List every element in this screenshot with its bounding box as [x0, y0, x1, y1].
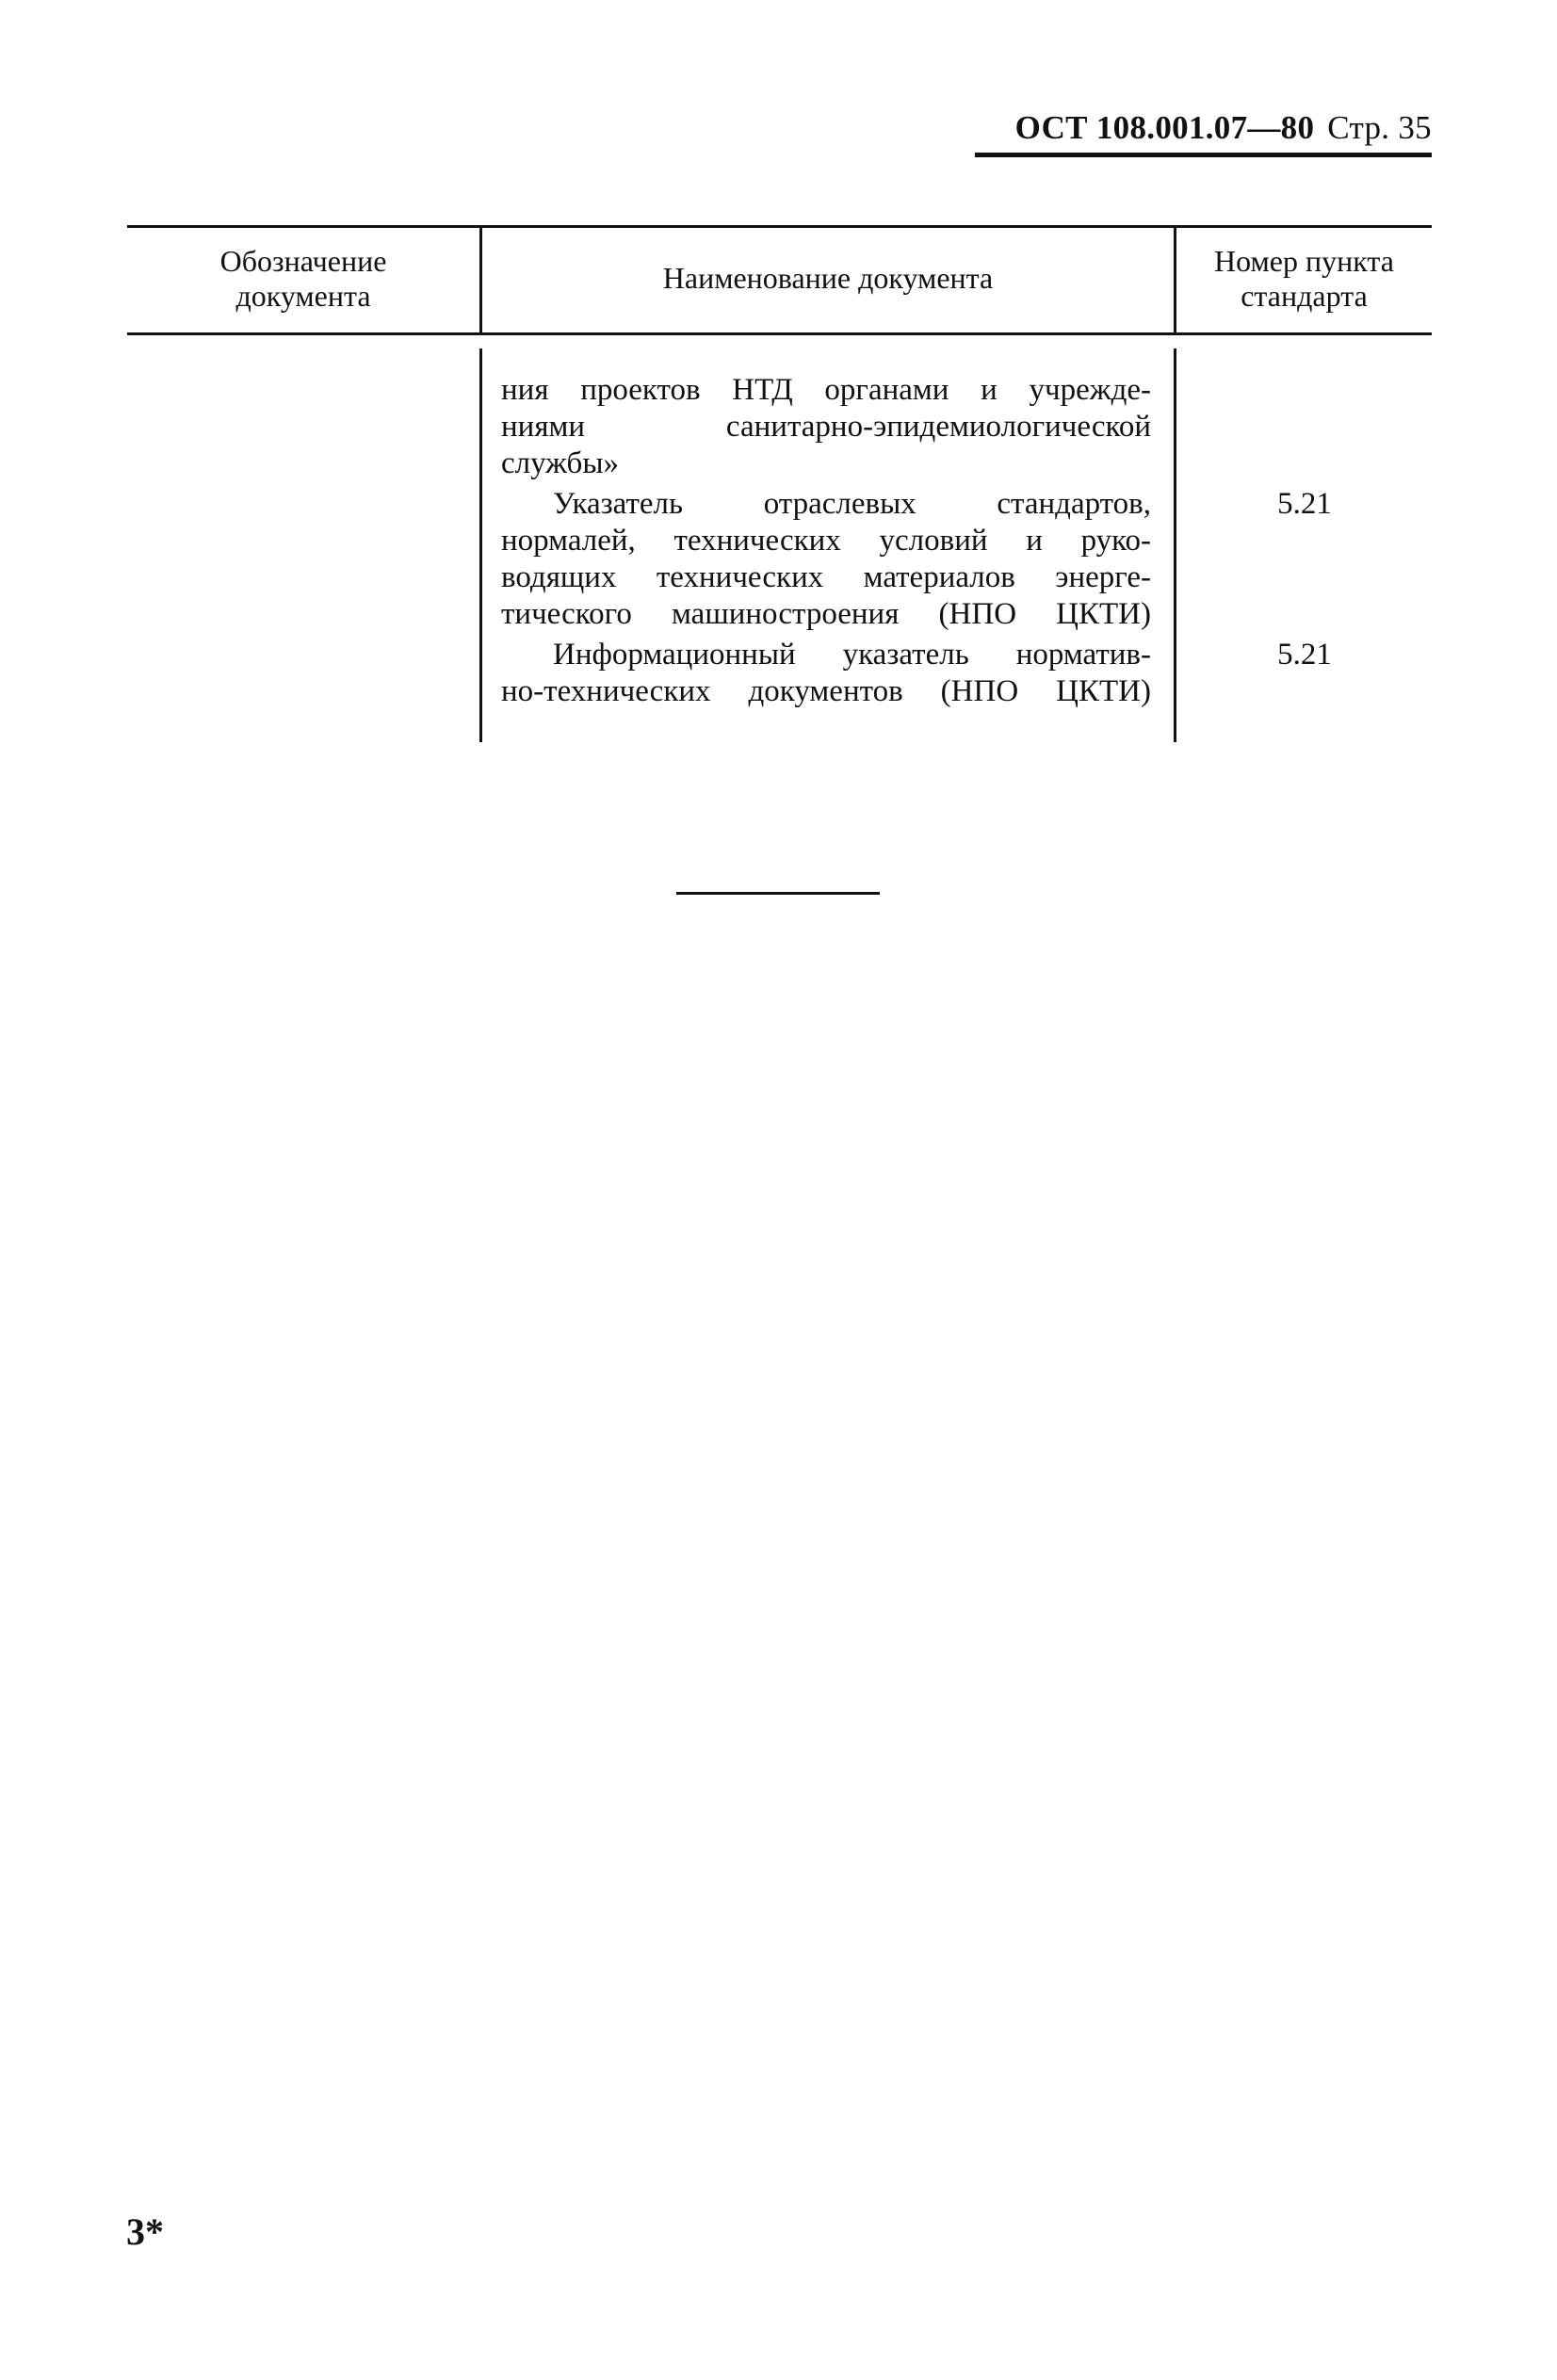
column-divider-right-body [1174, 348, 1176, 742]
row-text-line: ниями санитарно-эпидемиологической [501, 410, 1151, 444]
row-text-line: тического машиностроения (НПО ЦКТИ) [501, 597, 1151, 631]
row-text-line: нормалей, технических условий и руко- [501, 524, 1151, 558]
clause-number: 5.21 [1277, 487, 1332, 521]
column-header-line: Наименование документа [662, 261, 994, 295]
reference-table [0, 0, 1557, 753]
table-row [501, 486, 1151, 633]
row-text-line: ния проектов НТД органами и учрежде- [501, 373, 1151, 407]
end-rule [676, 892, 880, 895]
column-header-clause [1176, 244, 1432, 314]
column-divider-left-body [479, 348, 482, 742]
page-number: Стр. 35 [1327, 109, 1432, 146]
row-text-line: Указатель отраслевых стандартов, [553, 487, 1151, 521]
column-header-line: Номер пункта [1214, 244, 1394, 278]
sheet-mark: 3* [126, 2210, 164, 2253]
column-header-name [482, 261, 1174, 296]
table-top-rule [127, 225, 1432, 228]
table-header-rule [127, 332, 1432, 335]
document-code: ОСТ 108.001.07—80 [1014, 109, 1315, 146]
clause-number: 5.21 [1277, 638, 1332, 672]
column-header-line: стандарта [1241, 279, 1368, 313]
row-text-line: Информационный указатель норматив- [553, 638, 1151, 672]
row-text-line: службы» [501, 446, 620, 480]
table-row [501, 637, 1151, 710]
table-row [501, 372, 1151, 482]
row-text-line: но-технических документов (НПО ЦКТИ) [501, 674, 1151, 708]
column-header-line: Обозначение [219, 244, 387, 278]
column-header-line: документа [235, 279, 371, 313]
row-text-line: водящих технических материалов энерге- [501, 560, 1151, 594]
column-header-designation [127, 244, 479, 314]
